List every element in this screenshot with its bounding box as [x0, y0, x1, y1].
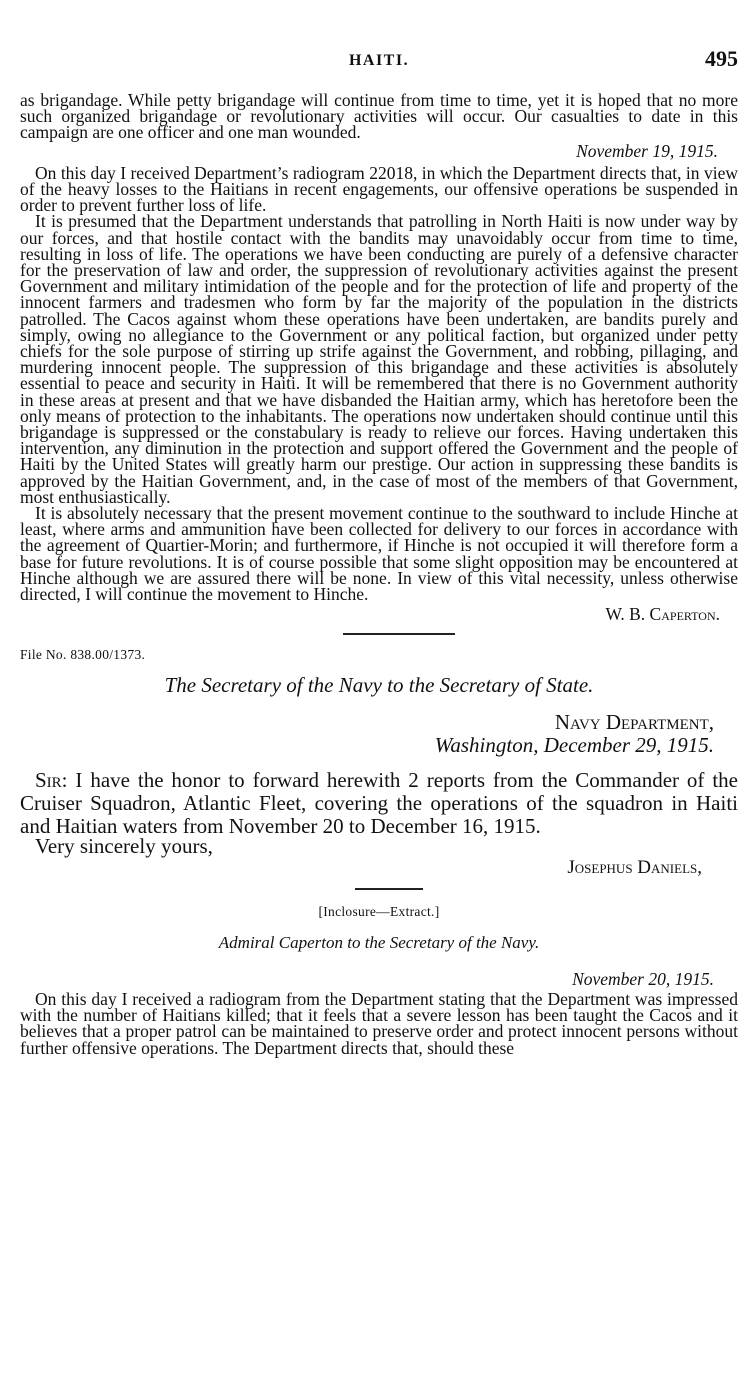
paragraph: On this day I received a radiogram from the Department stating that the Department was impressed with the number of Haitians killed; that it feels that a severe lesson has been taught the Cacos and it believes that a proper patrol can be maintained to preserve order and protect innocent persons without further offensive operations. The Department directs that, should these: [20, 988, 738, 1058]
complimentary-close: Very sincerely yours,: [35, 833, 213, 858]
entry-date: November 19, 1915.: [576, 140, 718, 161]
section-divider: [343, 633, 455, 635]
page-header: [20, 44, 738, 74]
inclosure-label: [Inclosure—Extract.]: [318, 904, 440, 920]
document-title: The Secretary of the Navy to the Secretary of State.: [164, 672, 594, 697]
running-title: HAITI.: [348, 52, 410, 69]
file-number: File No. 838.00/1373.: [20, 646, 146, 662]
letterhead-department: Navy Department,: [554, 709, 714, 734]
letter-body: [20, 769, 738, 838]
salutation: Sir:: [35, 767, 68, 792]
paragraph: It is presumed that the Department understands that patrolling in North Haiti is now under way by our forces, and that hostile contact with the bandits may unavoidably occur from time to time, resulting in loss of life. The operations we have been conducting are purely of a defensive character for the preservation of law and order, the suppression of revolutionary activities against the present Government and military intimidation of the people and for the protection of life and property of the innocent farmers and tradesmen who form by far the majority of the population in the districts patrolled. The Cacos against whom these operations have been undertaken, are bandits purely and simply, owing no allegiance to the Government or any political faction, but organized under petty chiefs for the sole purpose of stirring up strife against the Government, and robbing, pillaging, and murdering innocent people. The suppression of this brigandage and these activities is absolutely essential to peace and security in Haiti. It will be remembered that there is no Government authority in these areas at present and that we have disbanded the Haitian army, which has heretofore been the only means of protection to the inhabitants. The operations now undertaken should continue until this brigandage is suppressed or the constabulary is ready to relieve our forces. Having undertaken this intervention, any diminution in the protection and support offered the Government and the people of Haiti by the United States will greatly harm our prestige. Our action in suppressing these bandits is approved by the Haitian Government, and, in the case of most of the members of that Government, most enthusiastically.: [20, 211, 738, 507]
paragraph: On this day I received Department’s radiogram 22018, in which the Department directs that, in view of the heavy losses to the Haitians in recent engagements, our offensive operations be suspended in order to prevent further loss of life.: [20, 162, 738, 216]
letterhead-place-date: Washington, December 29, 1915.: [434, 732, 714, 757]
inclosure-title: Admiral Caperton to the Secretary of the Navy.: [218, 932, 540, 952]
letter-text: I have the honor to forward herewith 2 reports from the Commander of the Cruiser Squadron, Atlantic Fleet, covering the operations of the squadron in Haiti and Haitian waters from November 20 to December 16, 1915.: [20, 767, 738, 838]
signature-caperton: W. B. Caperton.: [605, 604, 720, 625]
entry-date: November 20, 1915.: [572, 968, 714, 989]
signature-daniels: Josephus Daniels,: [567, 857, 702, 879]
continued-paragraph: as brigandage. While petty brigandage will continue from time to time, yet it is hoped that no more such organized brigandage or revolutionary activities will occur. Our casualties to date in this campaign are one officer and one man wounded.: [20, 90, 738, 143]
page-number: 495: [705, 46, 738, 71]
document-page: [20, 0, 738, 1379]
paragraph: It is absolutely necessary that the present movement continue to the southward to include Hinche at least, where arms and ammunition have been collected for delivery to our forces in accordance with the agreement of Quartier-Morin; and furthermore, if Hinche is not occupied it will therefore form a base for future revolutions. It is of course possible that some slight opposition may be encountered at Hinche although we are assured there will be none. In view of this vital necessity, unless otherwise directed, I will continue the movement to Hinche.: [20, 503, 738, 605]
section-divider: [355, 888, 423, 890]
page-body: [20, 92, 738, 1056]
